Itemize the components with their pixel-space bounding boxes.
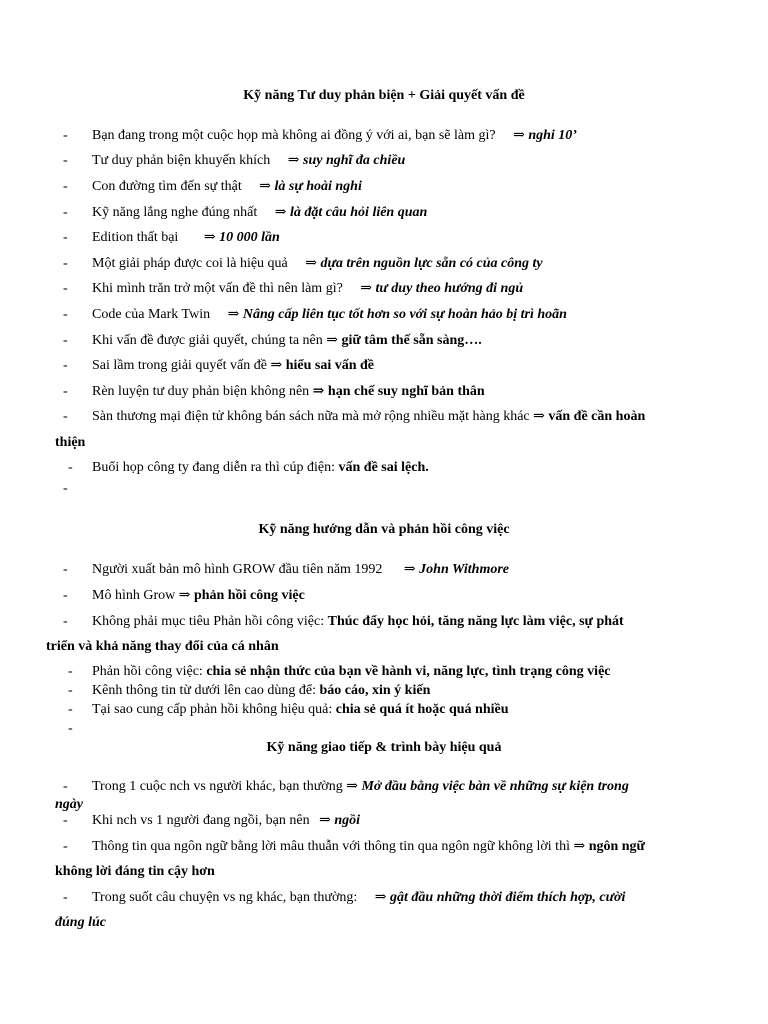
item-answer: suy nghĩ đa chiều	[303, 153, 406, 168]
list-dash: -	[68, 683, 73, 698]
list-dash: -	[68, 460, 73, 475]
list-dash: -	[63, 333, 68, 348]
item-answer: giữ tâm thế sẵn sàng….	[341, 333, 482, 348]
item-question: Trong suốt câu chuyện vs ng khác, bạn thường:	[92, 890, 358, 905]
item-question: Sàn thương mại điện tử không bán sách nữa mà mở rộng nhiều mặt hàng khác ⇒	[92, 409, 545, 424]
item-question: Edition thất bại	[92, 230, 179, 245]
item-question: Trong 1 cuộc nch vs người khác, bạn thường ⇒	[92, 779, 358, 794]
item-answer: Mở đầu bằng việc bàn về những sự kiện trong	[361, 779, 629, 794]
item-question: Khi vấn đề được giải quyết, chúng ta nên ⇒	[92, 333, 338, 348]
item-question: Thông tin qua ngôn ngữ bằng lời mâu thuẫn với thông tin qua ngôn ngữ không lời thì ⇒	[92, 839, 586, 854]
item-answer: chia sẻ nhận thức của bạn về hành vi, năng lực, tình trạng công việc	[206, 664, 611, 679]
item-question: Phản hồi công việc:	[92, 664, 203, 679]
list-dash: -	[68, 664, 73, 679]
item-answer: 10 000 lần	[219, 230, 280, 245]
arrow-icon: ⇒	[360, 281, 373, 296]
item-answer-continued: không lời đáng tin cậy hơn	[55, 864, 215, 879]
arrow-icon: ⇒	[287, 153, 300, 168]
arrow-icon: ⇒	[374, 890, 387, 905]
list-dash: -	[63, 128, 68, 143]
list-dash: -	[63, 256, 68, 271]
list-dash: -	[68, 721, 73, 736]
item-answer: vấn đề cần hoàn	[548, 409, 646, 424]
item-question: Kênh thông tin từ dưới lên cao dùng để:	[92, 683, 316, 698]
item-question: Kỹ năng lắng nghe đúng nhất	[92, 205, 258, 220]
arrow-icon: ⇒	[274, 205, 287, 220]
list-dash: -	[63, 839, 68, 854]
list-dash: -	[63, 153, 68, 168]
item-question: Khi nch vs 1 người đang ngồi, bạn nên	[92, 813, 310, 828]
arrow-icon: ⇒	[513, 128, 525, 143]
item-answer-continued: đúng lúc	[55, 915, 106, 930]
arrow-icon: ⇒	[305, 256, 318, 271]
list-dash: -	[63, 813, 68, 828]
item-question: Một giải pháp được coi là hiệu quả	[92, 256, 288, 271]
section1-title: Kỹ năng Tư duy phản biện + Giải quyết vấn đề	[243, 88, 525, 103]
arrow-icon: ⇒	[319, 813, 331, 828]
item-question: Không phải mục tiêu Phản hồi công việc:	[92, 614, 325, 629]
arrow-icon: ⇒	[312, 384, 325, 399]
list-dash: -	[63, 179, 68, 194]
item-question: Bạn đang trong một cuộc họp mà không ai đồng ý với ai, bạn sẽ làm gì?	[92, 128, 496, 143]
item-question: Rèn luyện tư duy phản biện không nên	[92, 384, 310, 399]
item-answer: vấn đề sai lệch.	[338, 460, 429, 475]
list-dash: -	[63, 779, 68, 794]
item-question: Buổi họp công ty đang diễn ra thì cúp điện:	[92, 460, 336, 475]
item-answer: Thúc đẩy học hỏi, tăng năng lực làm việc, sự phát	[327, 614, 624, 629]
list-dash: -	[63, 205, 68, 220]
item-answer: hạn chế suy nghĩ bản thân	[327, 384, 485, 399]
item-question: Sai lầm trong giải quyết vấn đề ⇒	[92, 358, 283, 373]
item-question: Code của Mark Twin	[92, 307, 211, 322]
item-answer: ngồi	[334, 813, 360, 828]
list-dash: -	[63, 562, 68, 577]
list-dash: -	[63, 481, 68, 496]
item-question: Tư duy phản biện khuyến khích	[92, 153, 271, 168]
list-dash: -	[63, 890, 68, 905]
item-answer: phản hồi công việc	[193, 588, 305, 603]
item-question: Con đường tìm đến sự thật	[92, 179, 242, 194]
item-answer: hiểu sai vấn đề	[285, 358, 375, 373]
arrow-icon: ⇒	[403, 562, 416, 577]
item-answer: dựa trên nguồn lực sẵn có của công ty	[320, 256, 543, 271]
section3-title: Kỹ năng giao tiếp & trình bày hiệu quả	[266, 740, 502, 755]
arrow-icon: ⇒	[203, 230, 216, 245]
list-dash: -	[63, 230, 68, 245]
item-answer: nghi 10’	[528, 128, 577, 143]
item-answer: tư duy theo hướng đi ngủ	[375, 281, 524, 296]
list-dash: -	[68, 702, 73, 717]
item-answer: gật đầu những thời điểm thích hợp, cười	[390, 890, 626, 905]
list-dash: -	[63, 358, 68, 373]
list-dash: -	[63, 384, 68, 399]
item-question: Khi mình trăn trở một vấn đề thì nên làm gì?	[92, 281, 343, 296]
item-answer: ngôn ngữ	[588, 839, 645, 854]
list-dash: -	[63, 281, 68, 296]
item-answer: chia sẻ quá ít hoặc quá nhiều	[335, 702, 509, 717]
item-answer: là đặt câu hỏi liên quan	[289, 205, 428, 220]
item-question: Người xuất bản mô hình GROW đầu tiên năm 1992	[92, 562, 383, 577]
list-dash: -	[63, 307, 68, 322]
item-answer: báo cáo, xin ý kiến	[319, 683, 431, 698]
item-answer: là sự hoài nghi	[274, 179, 362, 194]
item-answer-continued: triển và khả năng thay đổi của cá nhân	[46, 639, 279, 654]
item-question: Mô hình Grow ⇒	[92, 588, 191, 603]
arrow-icon: ⇒	[259, 179, 271, 194]
list-dash: -	[63, 614, 68, 629]
item-answer-continued: thiện	[55, 435, 86, 450]
list-dash: -	[63, 409, 68, 424]
arrow-icon: ⇒	[227, 307, 240, 322]
item-question: Tại sao cung cấp phản hồi không hiệu quả:	[92, 702, 333, 717]
list-dash: -	[63, 588, 68, 603]
item-answer-continued: ngày	[55, 797, 83, 812]
item-answer: Nâng cấp liên tục tốt hơn so với sự hoàn hảo bị trì hoãn	[242, 307, 567, 322]
item-answer: John Withmore	[419, 562, 510, 577]
section2-title: Kỹ năng hướng dẫn và phản hồi công việc	[258, 522, 510, 537]
